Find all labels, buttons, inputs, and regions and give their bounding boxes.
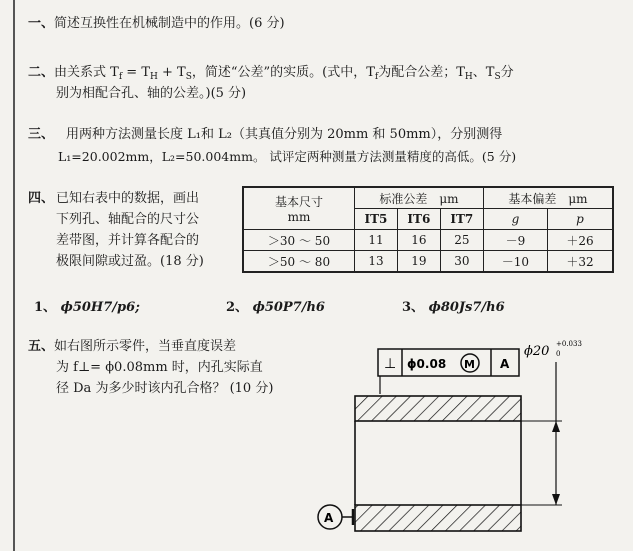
fit-number: 3、 — [402, 300, 425, 315]
table-header-it7: IT7 — [440, 209, 483, 230]
table-cell-g: －9 — [483, 230, 547, 251]
question-3-number: 三、 — [28, 127, 55, 142]
question-4-line-3: 差带图，并计算各配合的 — [56, 233, 200, 248]
table-header-it6: IT6 — [397, 209, 440, 230]
table-header-size-label: 基本尺寸 — [274, 195, 323, 209]
question-4-line-2: 下列孔、轴配合的尺寸公 — [56, 212, 200, 227]
question-2-sub-f: f — [118, 72, 123, 82]
question-5-line-2: 为 f⊥= ϕ0.08mm 时，内孔实际直 — [56, 360, 263, 375]
table-cell-g: －10 — [483, 251, 547, 273]
frame-modifier-label: M — [464, 358, 475, 371]
datum-feature — [318, 505, 353, 529]
question-2-sub-f2: f — [374, 72, 379, 82]
table-cell-size: ＞30 ～ 50 — [243, 230, 355, 251]
table-cell-it6: 16 — [397, 230, 440, 251]
question-2-sub-h: H — [150, 72, 158, 82]
dimension-upper-deviation: +0.033 — [556, 340, 582, 348]
question-2-line-2: 别为相配合孔、轴的公差。)(5 分) — [56, 86, 247, 101]
dimension-diameter: ϕ20 — [524, 344, 550, 359]
frame-datum-reference: A — [500, 357, 510, 371]
question-4-line-4: 极限间隙或过盈。(18 分) — [56, 254, 204, 269]
question-3-text: 用两种方法测量长度 L₁和 L₂（其真值分别为 20mm 和 50mm），分别测得 — [66, 127, 503, 142]
question-4-line-1: 已知右表中的数据，画出 — [56, 191, 200, 206]
datum-label: A — [324, 511, 334, 525]
question-2-text-a: 由关系式 T — [54, 65, 119, 80]
dimension-lower-deviation: 0 — [556, 350, 561, 358]
table-cell-size: ＞50 ～ 80 — [243, 251, 355, 273]
question-2-text-e: 为配合公差；T — [378, 65, 465, 80]
frame-tolerance-value: ϕ0.08 — [407, 357, 447, 371]
table-cell-it6: 19 — [397, 251, 440, 273]
part-section — [355, 396, 521, 531]
table-header-size-unit: mm — [287, 210, 311, 224]
perpendicularity-icon: ⊥ — [384, 356, 397, 372]
fit-text: ϕ80Js7/h6 — [428, 300, 505, 315]
fit-text: ϕ50P7/h6 — [252, 300, 325, 315]
question-2-sub-s: S — [185, 72, 192, 82]
table-header-p: p — [548, 209, 613, 230]
question-1-text: 简述互换性在机械制造中的作用。(6 分) — [54, 16, 285, 31]
fit-number: 2、 — [226, 300, 249, 315]
lower-wall-section — [355, 505, 521, 531]
question-2-text-c: + T — [157, 65, 186, 80]
bore-dimension — [521, 362, 562, 505]
table-cell-it7: 25 — [440, 230, 483, 251]
table-header-deviation: 基本偏差 μm — [483, 187, 613, 209]
question-4-number: 四、 — [28, 191, 55, 206]
question-5-number: 五、 — [28, 339, 55, 354]
question-2-text-d: ，简述“公差”的实质。(式中，T — [191, 65, 375, 80]
fit-text: ϕ50H7/p6; — [60, 300, 140, 315]
table-header-it5: IT5 — [355, 209, 398, 230]
feature-control-frame — [378, 349, 519, 376]
table-cell-it5: 11 — [355, 230, 398, 251]
table-cell-it7: 30 — [440, 251, 483, 273]
question-2-number: 二、 — [28, 65, 55, 80]
table-cell-p: ＋26 — [548, 230, 613, 251]
question-1-number: 一、 — [28, 16, 55, 31]
question-2-text-g: 分 — [500, 65, 514, 80]
question-2-sub-s2: S — [494, 72, 501, 82]
fit-number: 1、 — [34, 300, 57, 315]
question-2-text-b: = T — [122, 65, 150, 80]
table-cell-p: ＋32 — [548, 251, 613, 273]
upper-wall-section — [355, 396, 521, 421]
table-header-standard: 标准公差 μm — [355, 187, 484, 209]
question-2-sub-h2: H — [464, 72, 473, 82]
question-3-line-2: L₁=20.002mm，L₂=50.004mm。 试评定两种测量方法测量精度的高低。(5 分) — [58, 149, 517, 164]
question-5-line-3: 径 Da 为多少时该内孔合格？ (10 分) — [56, 381, 274, 396]
table-header-g: g — [483, 209, 547, 230]
question-5-line-1: 如右图所示零件，当垂直度误差 — [54, 339, 237, 354]
question-2-text-f: 、T — [472, 65, 495, 80]
table-cell-it5: 13 — [355, 251, 398, 273]
